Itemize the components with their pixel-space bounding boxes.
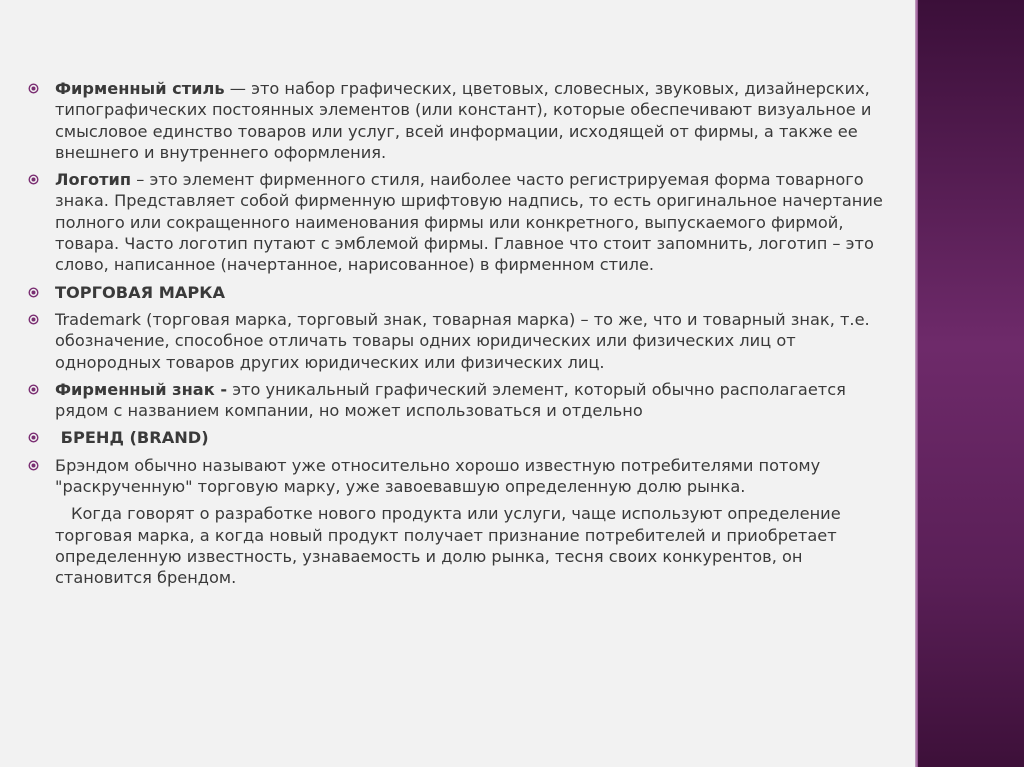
item-term: Фирменный стиль — [55, 79, 225, 98]
circle-bullet-icon — [28, 83, 39, 94]
item-text: – это элемент фирменного стиля, наиболее часто регистрируемая форма товарного знака. Представляет собой фирменную шрифтовую надпись, то есть оригинальное начертание полного или сокращенного наименования фирмы или конкретного, выпускаемого фирмой, товара. Часто логотип путают с эмблемой фирмы. Главное что стоит запомнить, логотип – это слово, написанное (начертанное, нарисованное) в фирменном стиле. — [55, 170, 883, 275]
item-text: — это набор графических, цветовых, словесных, звуковых, дизайнерских, типографических постоянных элементов (или констант), которые обеспечивают визуальное и смысловое единство товаров или услуг, всей информации, исходящей от фирмы, а также ее внешнего и внутреннего оформления. — [55, 79, 872, 162]
item-term: Фирменный знак - — [55, 379, 228, 399]
section-heading: ТОРГОВАЯ МАРКА — [55, 282, 225, 302]
circle-bullet-icon — [28, 174, 39, 185]
section-heading: БРЕНД (BRAND) — [55, 428, 209, 448]
circle-bullet-icon — [28, 287, 39, 298]
item-text: это уникальный графический элемент, который обычно располагается рядом с названием компании, но может использоваться и отдельно — [55, 379, 846, 421]
list-item — [28, 282, 898, 303]
list-item — [28, 169, 898, 275]
list-item — [28, 379, 898, 422]
decorative-side-band — [915, 0, 1024, 767]
circle-bullet-icon — [28, 460, 39, 471]
item-term: Логотип — [55, 170, 132, 190]
side-band-edge — [915, 0, 918, 767]
item-text: Trademark (торговая марка, торговый знак, товарная марка) – то же, что и товарный знак, т.е. обозначение, способное отличать товары одних юридических или физических лиц от однородных товаров других юридических или физических лиц. — [55, 309, 870, 372]
circle-bullet-icon — [28, 314, 39, 325]
list-item — [28, 455, 898, 498]
slide-content — [28, 78, 898, 595]
circle-bullet-icon — [28, 432, 39, 443]
list-item — [28, 78, 898, 163]
closing-paragraph — [28, 503, 898, 588]
note-text: Когда говорят о разработке нового продукта или услуги, чаще используют определение торговая марка, а когда новый продукт получает признание потребителей и приобретает определенную известность, узнаваемость и долю рынка, тесня своих конкурентов, он становится брендом. — [55, 504, 841, 588]
list-item — [28, 309, 898, 373]
circle-bullet-icon — [28, 384, 39, 395]
list-item — [28, 427, 898, 448]
item-text: Брэндом обычно называют уже относительно хорошо известную потребителями потому "раскрученную" торговую марку, уже завоевавшую определенную долю рынка. — [55, 455, 821, 497]
